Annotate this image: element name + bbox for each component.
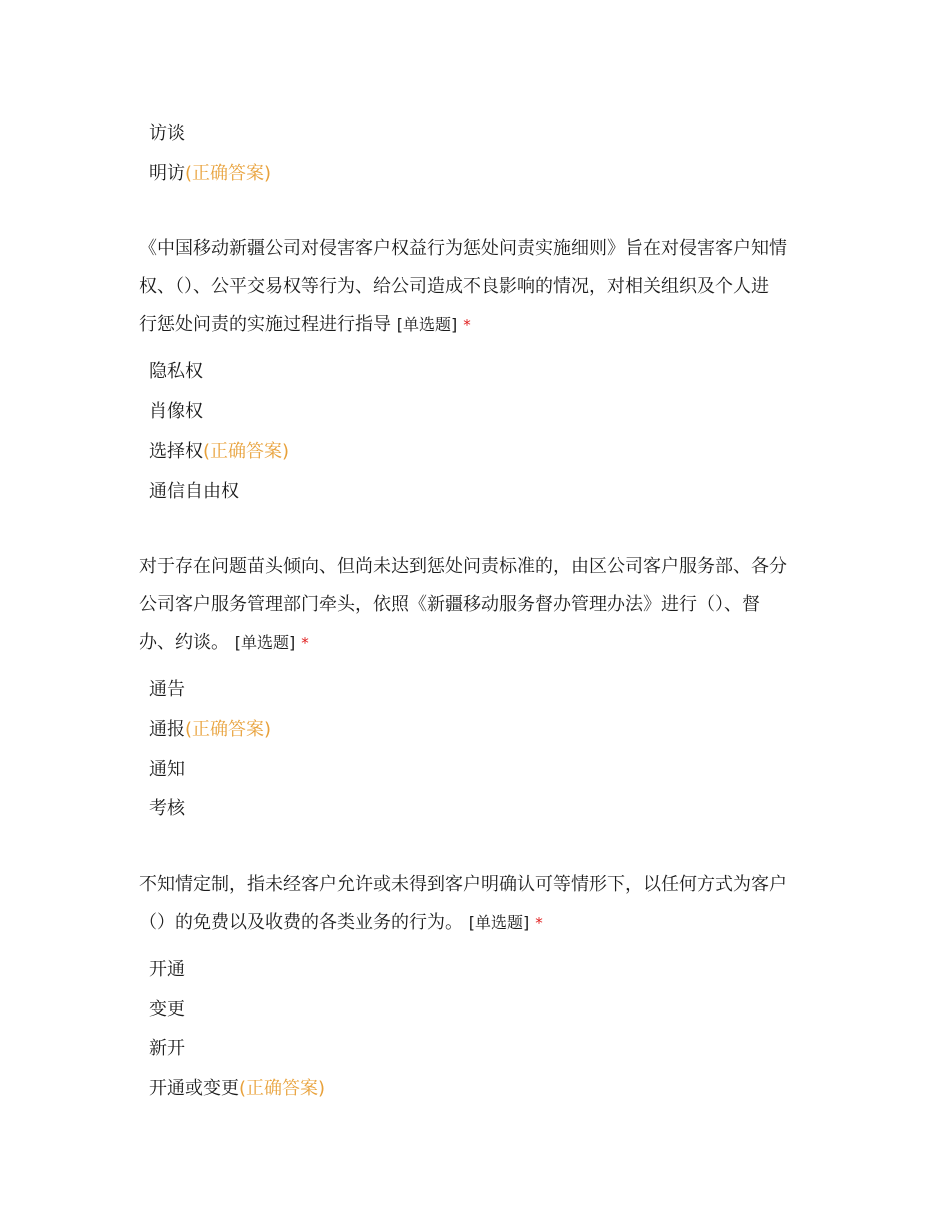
question-text: 行惩处问责的实施过程进行指导 bbox=[139, 314, 391, 335]
option-text: 开通 bbox=[149, 959, 185, 980]
option-item bbox=[149, 678, 185, 702]
option-item bbox=[149, 440, 289, 464]
question-text-line: 权、（）、公平交易权等行为、给公司造成不良影响的情况，对相关组织及个人进 bbox=[139, 276, 769, 297]
option-text: 访谈 bbox=[149, 123, 185, 144]
question-text-line bbox=[139, 624, 819, 662]
option-text: 通告 bbox=[149, 679, 185, 700]
question-text-line: 对于存在问题苗头倾向、但尚未达到惩处问责标准的，由区公司客户服务部、各分 bbox=[139, 556, 787, 577]
option-text: 明访 bbox=[149, 163, 185, 184]
question-block bbox=[139, 230, 819, 344]
option-item bbox=[149, 958, 185, 982]
option-item bbox=[149, 480, 239, 504]
question-block bbox=[139, 866, 819, 942]
option-item bbox=[149, 998, 185, 1022]
option-item bbox=[149, 797, 185, 821]
question-text: 办、约谈。 bbox=[139, 632, 229, 653]
required-mark: * bbox=[463, 316, 471, 334]
option-text: 肖像权 bbox=[149, 401, 203, 422]
option-item bbox=[149, 1037, 185, 1061]
option-text: 开通或变更 bbox=[149, 1078, 239, 1099]
question-text-line: 公司客户服务管理部门牵头，依照《新疆移动服务督办管理办法》进行（）、督 bbox=[139, 594, 760, 615]
option-text: 考核 bbox=[149, 798, 185, 819]
question-text-line: 不知情定制，指未经客户允许或未得到客户明确认可等情形下，以任何方式为客户 bbox=[139, 874, 787, 895]
option-text: 通报 bbox=[149, 719, 185, 740]
option-item bbox=[149, 718, 271, 742]
question-text-line bbox=[139, 904, 819, 942]
required-mark: * bbox=[301, 634, 309, 652]
question-text-line: 《中国移动新疆公司对侵害客户权益行为惩处问责实施细则》旨在对侵害客户知情 bbox=[139, 238, 787, 259]
correct-answer-label: (正确答案) bbox=[203, 441, 290, 462]
question-type-tag: [单选题] bbox=[234, 633, 296, 652]
option-item bbox=[149, 400, 203, 424]
option-item bbox=[149, 758, 185, 782]
question-text: （）的免费以及收费的各类业务的行为。 bbox=[139, 912, 463, 933]
question-block bbox=[139, 548, 819, 662]
question-type-tag: [单选题] bbox=[396, 315, 458, 334]
option-text: 选择权 bbox=[149, 441, 203, 462]
option-item bbox=[149, 162, 271, 186]
question-text-line bbox=[139, 306, 819, 344]
option-item bbox=[149, 122, 185, 146]
option-item bbox=[149, 1077, 325, 1101]
option-text: 通信自由权 bbox=[149, 481, 239, 502]
option-item bbox=[149, 360, 203, 384]
required-mark: * bbox=[535, 914, 543, 932]
option-text: 变更 bbox=[149, 999, 185, 1020]
correct-answer-label: (正确答案) bbox=[239, 1078, 326, 1099]
correct-answer-label: (正确答案) bbox=[185, 719, 272, 740]
option-text: 通知 bbox=[149, 759, 185, 780]
question-type-tag: [单选题] bbox=[468, 913, 530, 932]
option-text: 隐私权 bbox=[149, 361, 203, 382]
correct-answer-label: (正确答案) bbox=[185, 163, 272, 184]
option-text: 新开 bbox=[149, 1038, 185, 1059]
